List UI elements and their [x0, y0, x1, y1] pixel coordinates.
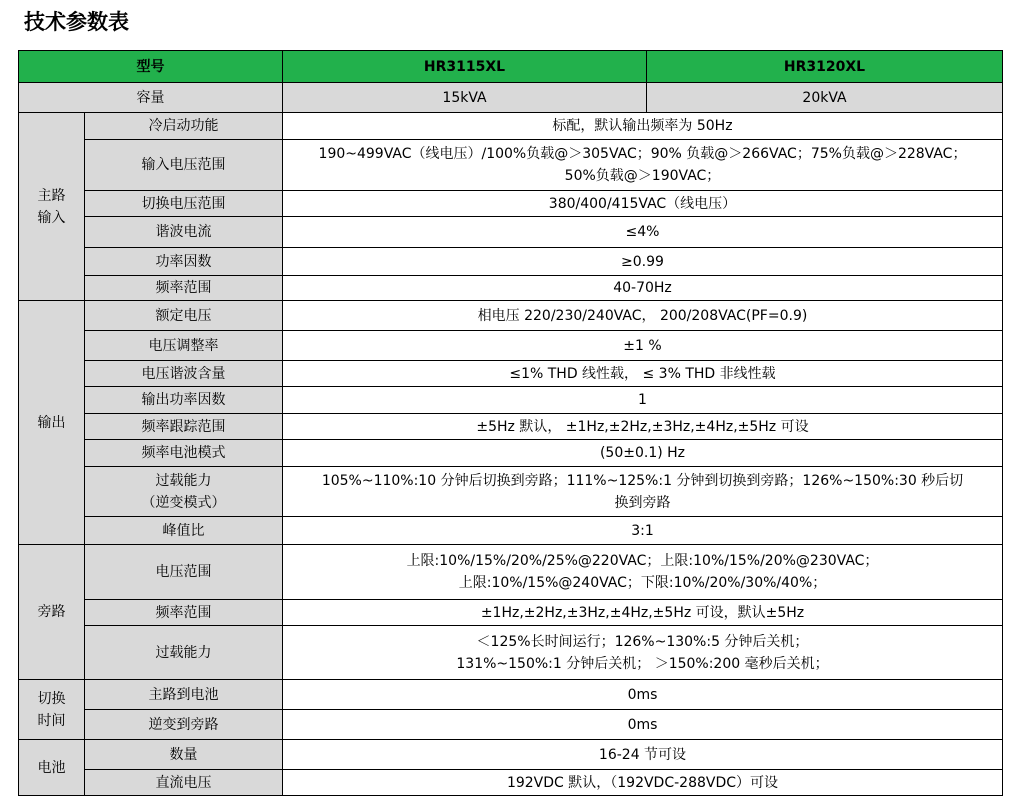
row-label: 冷启动功能 — [85, 113, 283, 140]
row-value: 0ms — [283, 710, 1003, 740]
row-value-line: 50%负载@＞190VAC； — [564, 168, 721, 184]
table-row — [19, 191, 1003, 217]
row-label: 电压范围 — [85, 545, 283, 600]
group-name: 主路输入 — [37, 187, 66, 226]
row-value: 16-24 节可设 — [283, 740, 1003, 770]
group-label — [19, 113, 85, 301]
model-name: HR3115XL — [283, 51, 647, 83]
table-row — [19, 545, 1003, 600]
table-row — [19, 331, 1003, 361]
row-value: 标配，默认输出频率为 50Hz — [283, 113, 1003, 140]
group-label: 电池 — [19, 740, 85, 796]
group-label: 输出 — [19, 301, 85, 545]
row-label: 额定电压 — [85, 301, 283, 331]
row-label: 电压谐波含量 — [85, 361, 283, 387]
table-row — [19, 680, 1003, 710]
spec-table — [18, 50, 1003, 796]
row-label: 逆变到旁路 — [85, 710, 283, 740]
row-value: ≤1% THD 线性载， ≤ 3% THD 非线性载 — [283, 361, 1003, 387]
row-value: 0ms — [283, 680, 1003, 710]
group-label: 旁路 — [19, 545, 85, 680]
header-label: 型号 — [19, 51, 283, 83]
row-value: 相电压 220/230/240VAC， 200/208VAC(PF=0.9) — [283, 301, 1003, 331]
row-value-line: 190~499VAC（线电压）/100%负载@＞305VAC；90% 负载@＞266VAC；75%负载@＞228VAC； — [318, 146, 967, 162]
row-label: 输入电压范围 — [85, 140, 283, 191]
row-value: ≥0.99 — [283, 248, 1003, 276]
row-label: 电压调整率 — [85, 331, 283, 361]
row-value: 1 — [283, 387, 1003, 414]
row-label: 频率范围 — [85, 600, 283, 626]
row-value: ±5Hz 默认， ±1Hz,±2Hz,±3Hz,±4Hz,±5Hz 可设 — [283, 414, 1003, 440]
table-row — [19, 361, 1003, 387]
row-label: 输出功率因数 — [85, 387, 283, 414]
row-value — [283, 467, 1003, 517]
row-value-line: 上限:10%/15%@240VAC；下限:10%/20%/30%/40%； — [458, 575, 827, 591]
capacity-label: 容量 — [19, 83, 283, 113]
group-label — [19, 680, 85, 740]
table-row — [19, 113, 1003, 140]
row-label: 频率跟踪范围 — [85, 414, 283, 440]
table-row — [19, 770, 1003, 796]
row-label: 主路到电池 — [85, 680, 283, 710]
row-value-line: 换到旁路 — [614, 494, 671, 511]
row-value — [283, 545, 1003, 600]
row-label: 数量 — [85, 740, 283, 770]
capacity-value: 20kVA — [647, 83, 1003, 113]
row-label: 频率电池模式 — [85, 440, 283, 467]
row-value: 380/400/415VAC（线电压） — [283, 191, 1003, 217]
table-row — [19, 517, 1003, 545]
row-label: 功率因数 — [85, 248, 283, 276]
row-label: 切换电压范围 — [85, 191, 283, 217]
group-name: 切换时间 — [37, 690, 66, 729]
table-row — [19, 140, 1003, 191]
row-value: 192VDC 默认，（192VDC-288VDC）可设 — [283, 770, 1003, 796]
row-value-line: 上限:10%/15%/20%/25%@220VAC；上限:10%/15%/20%@230VAC； — [406, 553, 879, 569]
table-row — [19, 600, 1003, 626]
row-value: ±1 % — [283, 331, 1003, 361]
row-label-line: （逆变模式） — [141, 494, 226, 511]
table-row — [19, 276, 1003, 301]
row-value-line: ＜125%长时间运行；126%~130%:5 分钟后关机； — [476, 633, 809, 650]
capacity-row — [19, 83, 1003, 113]
table-row — [19, 467, 1003, 517]
row-label: 谐波电流 — [85, 217, 283, 248]
page-title: 技术参数表 — [24, 10, 129, 34]
table-row — [19, 414, 1003, 440]
row-label: 频率范围 — [85, 276, 283, 301]
row-value — [283, 140, 1003, 191]
table-row — [19, 217, 1003, 248]
table-row — [19, 710, 1003, 740]
row-label: 过载能力 — [85, 626, 283, 680]
row-value: ±1Hz,±2Hz,±3Hz,±4Hz,±5Hz 可设，默认±5Hz — [283, 600, 1003, 626]
row-value-line: 105%~110%:10 分钟后切换到旁路；111%~125%:1 分钟到切换到旁路；126%~150%:30 秒后切 — [321, 472, 964, 489]
table-row — [19, 387, 1003, 414]
row-value: 40-70Hz — [283, 276, 1003, 301]
row-value-line: 131%~150%:1 分钟后关机； ＞150%:200 毫秒后关机； — [456, 655, 829, 672]
row-value — [283, 626, 1003, 680]
row-label-line: 过载能力 — [155, 472, 212, 489]
header-row — [19, 51, 1003, 83]
row-value: 3:1 — [283, 517, 1003, 545]
row-value: (50±0.1) Hz — [283, 440, 1003, 467]
row-value: ≤4% — [283, 217, 1003, 248]
row-label: 直流电压 — [85, 770, 283, 796]
table-row — [19, 440, 1003, 467]
capacity-value: 15kVA — [283, 83, 647, 113]
table-row — [19, 301, 1003, 331]
table-row — [19, 626, 1003, 680]
row-label: 峰值比 — [85, 517, 283, 545]
table-row — [19, 248, 1003, 276]
table-row — [19, 740, 1003, 770]
row-label — [85, 467, 283, 517]
model-name: HR3120XL — [647, 51, 1003, 83]
